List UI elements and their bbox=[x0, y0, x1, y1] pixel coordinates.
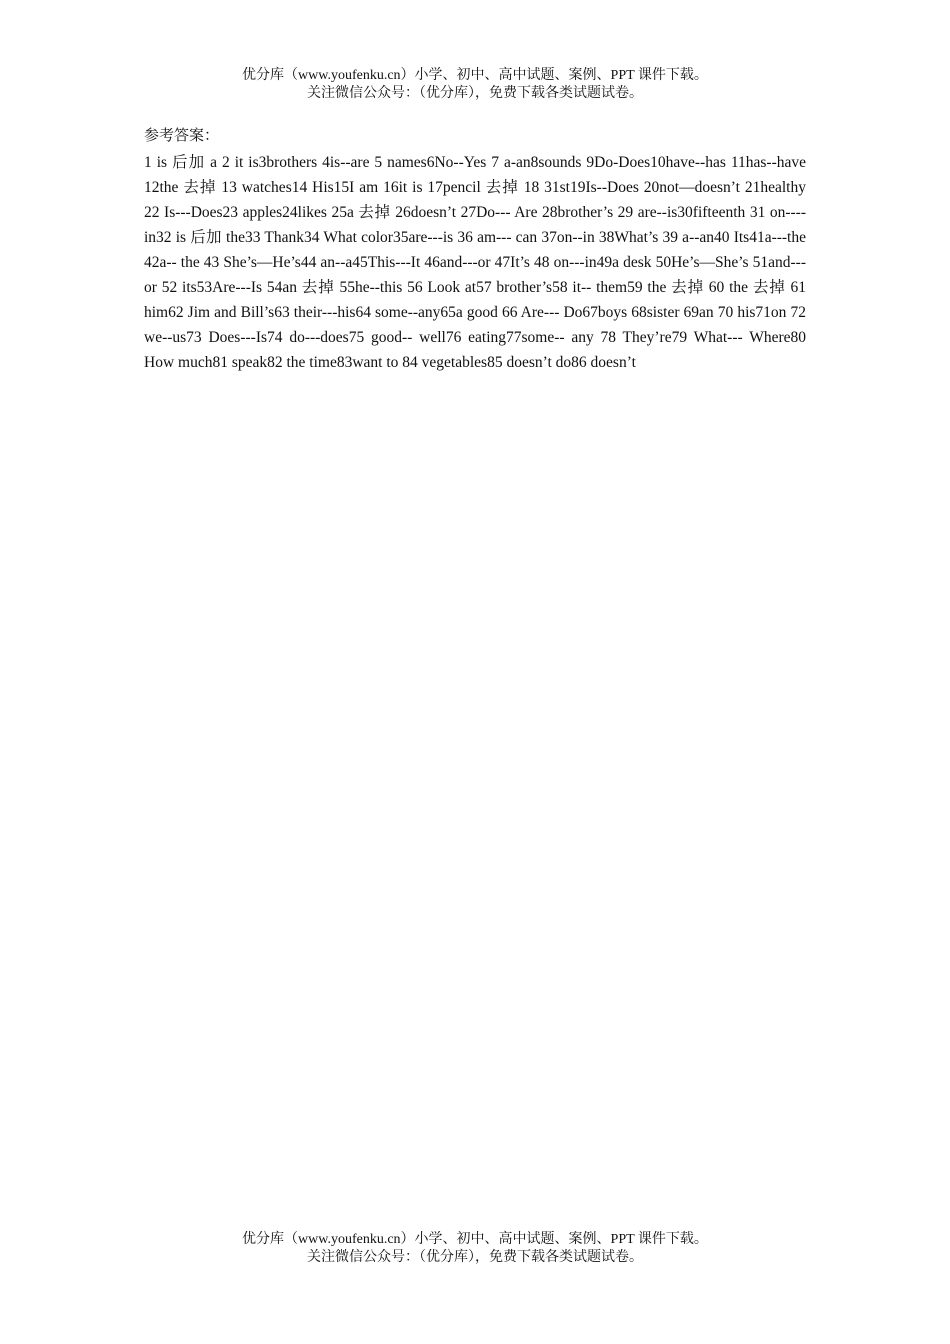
answer-heading: 参考答案： bbox=[144, 128, 220, 144]
page-header bbox=[0, 67, 950, 103]
footer-line-1: 优分库（www.youfenku.cn）小学、初中、高中试题、案例、PPT 课件下载。 bbox=[242, 1232, 708, 1247]
answer-section bbox=[144, 126, 806, 375]
answer-text: 1 is 后加 a 2 it is3brothers 4is--are 5 names6No--Yes 7 a-an8sounds 9Do-Does10have--has 11has--have 12the 去掉 13 watches14 His15I am 16it is 17pencil 去掉 18 31st19Is--Does 20not—doesn’t 21healthy 22 Is---Does23 apples24likes 25a 去掉 26doesn’t 27Do--- Are 28brother’s 29 are--is30fifteenth 31 on---- in32 is 后加 the33 Thank34 What color35are---is 36 am--- can 37on--in 38What’s 39 a--an40 Its41a---the 42a-- the 43 She’s—He’s44 an--a45This---It 46and---or 47It’s 48 on---in49a desk 50He’s—She’s 51and---or 52 its53Are---Is 54an 去掉 55he--this 56 Look at57 brother’s58 it-- them59 the 去掉 60 the 去掉 61 him62 Jim and Bill’s63 their---his64 some--any65a good 66 Are--- Do67boys 68sister 69an 70 his71on 72 we--us73 Does---Is74 do---does75 good-- well76 eating77some-- any 78 They’re79 What--- Where80 How much81 speak82 the time83want to 84 vegetables85 doesn’t do86 doesn’t bbox=[144, 154, 806, 371]
page-footer bbox=[0, 1231, 950, 1267]
header-line-1: 优分库（www.youfenku.cn）小学、初中、高中试题、案例、PPT 课件下载。 bbox=[242, 68, 708, 83]
header-line-2: 关注微信公众号：（优分库），免费下载各类试题试卷。 bbox=[307, 86, 643, 101]
footer-line-2: 关注微信公众号：（优分库），免费下载各类试题试卷。 bbox=[307, 1250, 643, 1265]
